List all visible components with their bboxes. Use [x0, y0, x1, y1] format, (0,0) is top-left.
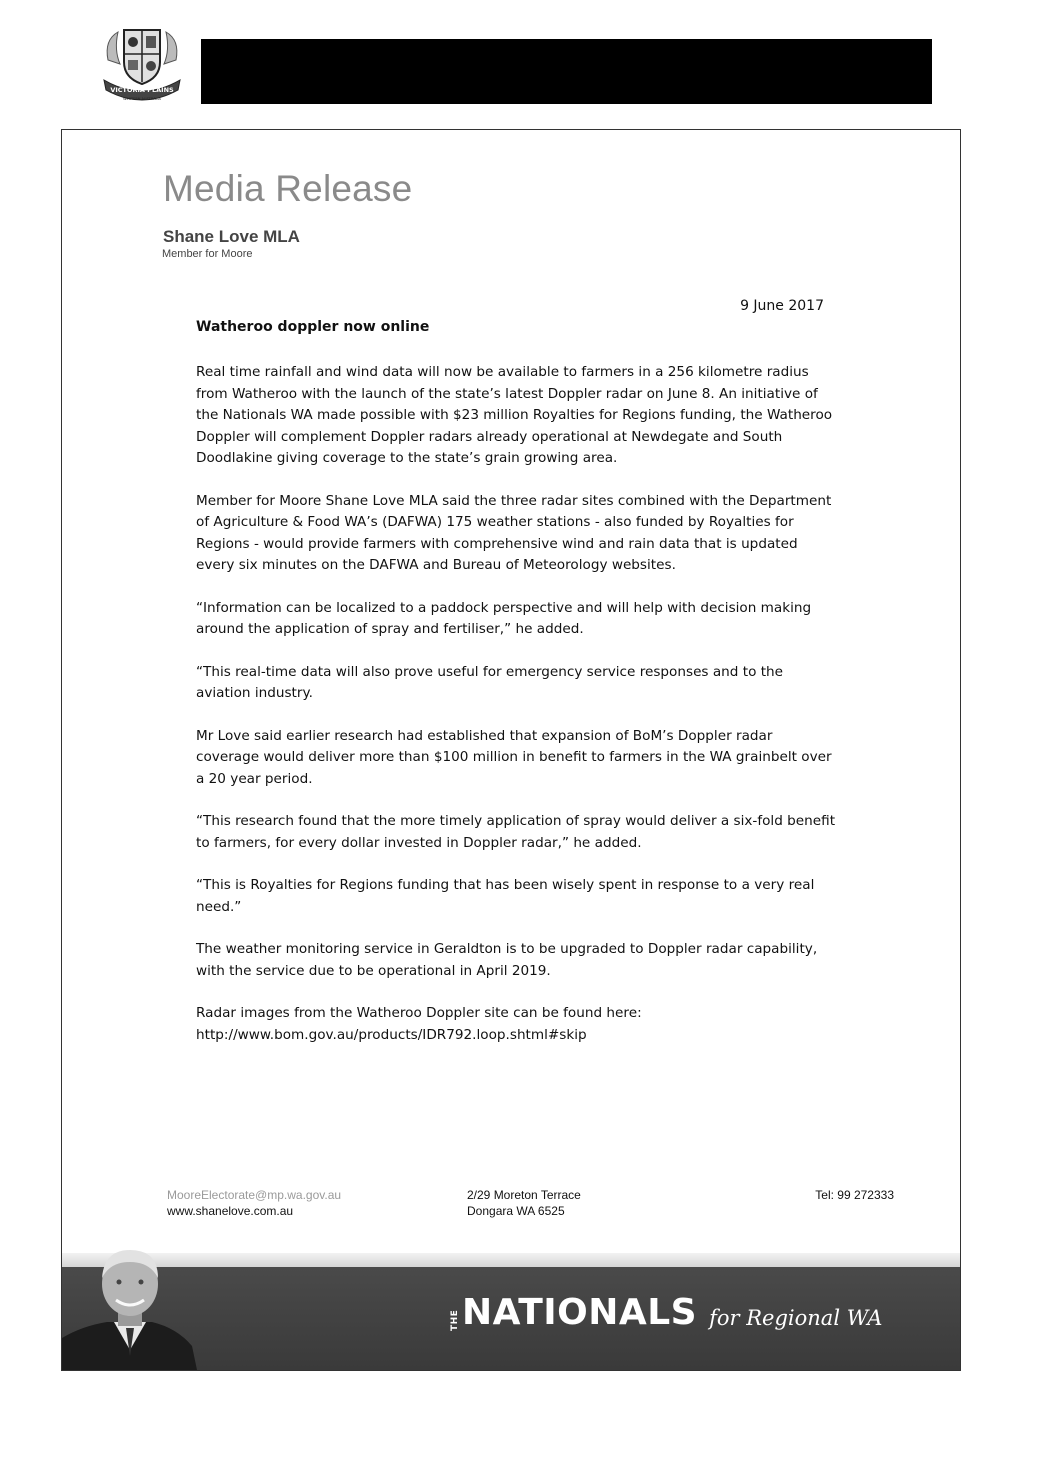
- footer-email-link[interactable]: MooreElectorate@mp.wa.gov.au: [167, 1188, 342, 1202]
- shire-crest-logo: [100, 20, 184, 104]
- media-release-page: [61, 129, 961, 1371]
- page-title: Media Release: [163, 168, 413, 209]
- member-role: Member for Moore: [162, 248, 253, 260]
- paragraph-9: Radar images from the Watheroo Doppler site can be found here: http://www.bom.gov.au/products/IDR792.loop.shtml#skip: [196, 1005, 642, 1043]
- member-portrait-photo: [62, 1238, 197, 1370]
- member-name: Shane Love MLA: [163, 227, 300, 246]
- svg-text:VICTORIA PLAINS: VICTORIA PLAINS: [110, 86, 174, 94]
- release-date: 9 June 2017: [740, 298, 824, 314]
- footer-address-line2: Dongara WA 6525: [467, 1204, 565, 1218]
- paragraph-1: Real time rainfall and wind data will now be available to farmers in a 256 kilometre radius from Watheroo with the launch of the state’s latest Doppler radar on June 8. An initiative of the Nationals WA made possible with $23 million Royalties for Regions funding, the Watheroo Doppler will complement Doppler radars already operational at Newdegate and South Doodlakine giving coverage to the state’s grain growing area.: [196, 364, 833, 466]
- article-body: [196, 362, 836, 1067]
- paragraph-4: “This real-time data will also prove useful for emergency service responses and to the aviation industry.: [196, 663, 784, 701]
- paragraph-7: “This is Royalties for Regions funding that has been wisely spent in response to a very real need.”: [196, 877, 815, 915]
- header-redaction-bar: [201, 39, 932, 104]
- article-headline: Watheroo doppler now online: [196, 319, 430, 335]
- nationals-wordmark: NATIONALS: [462, 1292, 698, 1333]
- nationals-logo: [450, 1292, 883, 1333]
- paragraph-6: “This research found that the more timely application of spray would deliver a six-fold benefit to farmers, for every dollar invested in Doppler radar,” he added.: [196, 813, 836, 851]
- footer-website-link[interactable]: www.shanelove.com.au: [167, 1204, 294, 1218]
- paragraph-3: “Information can be localized to a paddock perspective and will help with decision making around the application of spray and fertiliser,” he added.: [196, 599, 812, 637]
- paragraph-2: Member for Moore Shane Love MLA said the three radar sites combined with the Department of Agriculture & Food WA’s (DAFWA) 175 weather stations - also funded by Royalties for Regions - would provide farmers with comprehensive wind and rain data that is updated every six minutes on the DAFWA and Bureau of Meteorology websites.: [196, 492, 832, 573]
- footer-telephone: Tel: 99 272333: [815, 1188, 894, 1202]
- paragraph-5: Mr Love said earlier research had established that expansion of BoM’s Doppler radar coverage would deliver more than $100 million in benefit to farmers in the WA grainbelt over a 20 year period.: [196, 727, 832, 787]
- nationals-the-text: THE: [450, 1309, 460, 1331]
- paragraph-8: The weather monitoring service in Geraldton is to be upgraded to Doppler radar capability, with the service due to be operational in April 2019.: [196, 941, 818, 979]
- nationals-tagline: for Regional WA: [709, 1306, 883, 1330]
- footer-address-line1: 2/29 Moreton Terrace: [467, 1188, 581, 1202]
- svg-text:WESTERN AUSTRALIA: WESTERN AUSTRALIA: [123, 97, 161, 101]
